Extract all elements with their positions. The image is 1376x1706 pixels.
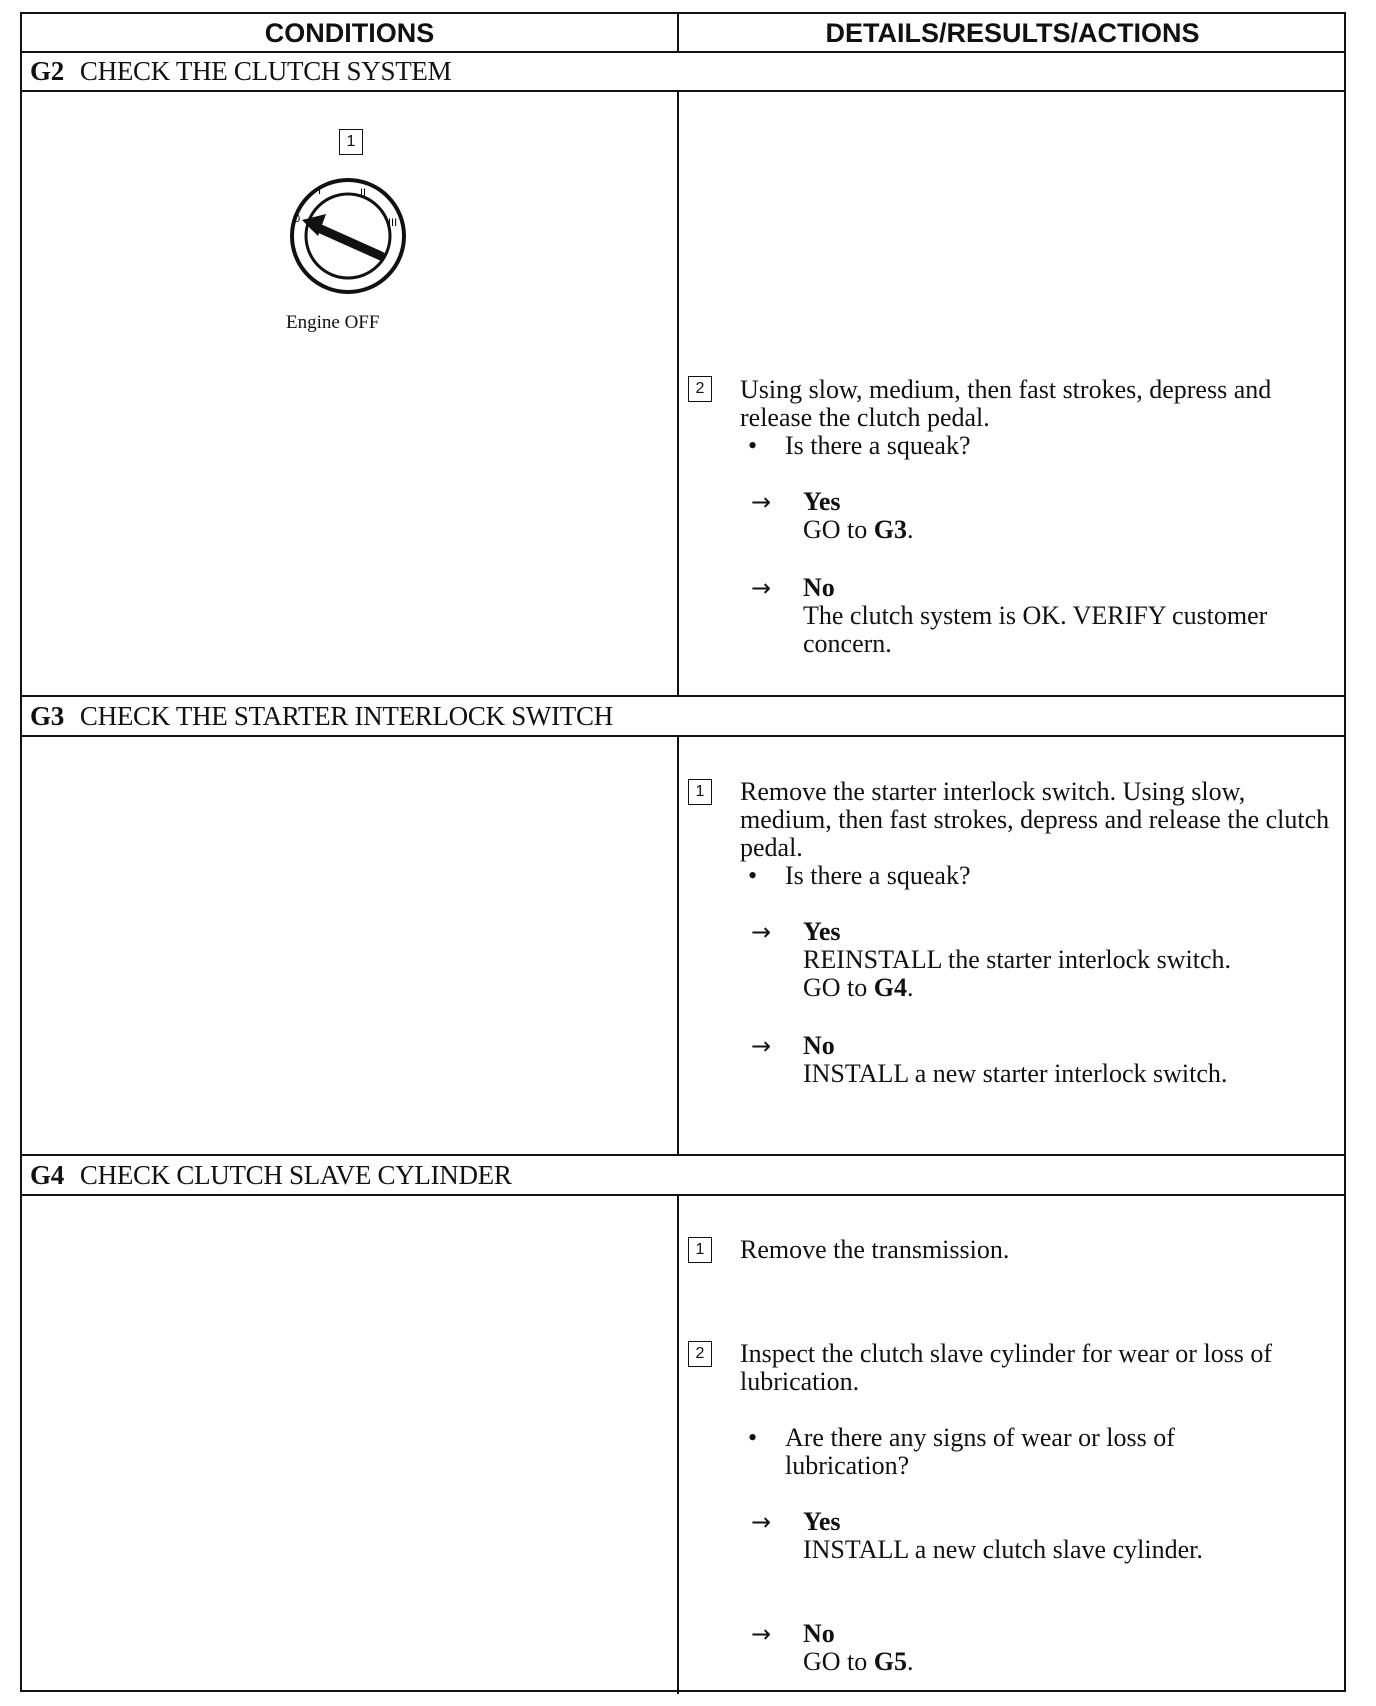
bullet: • <box>748 431 758 460</box>
step-number: 1 <box>688 1237 712 1263</box>
section-title-g2: G2 CHECK THE CLUTCH SYSTEM <box>30 56 452 86</box>
bullet: • <box>748 1423 758 1452</box>
column-divider <box>677 90 679 695</box>
answer-yes: Yes <box>803 487 841 516</box>
question: Is there a squeak? <box>785 431 971 460</box>
step-text: Remove the transmission. <box>740 1235 1010 1264</box>
result-yes: GO to G3. <box>803 515 914 544</box>
column-divider <box>677 14 679 51</box>
result-yes: REINSTALL the starter interlock switch. <box>803 945 1232 974</box>
answer-no: No <box>803 1619 835 1648</box>
arrow-icon: → <box>751 918 772 946</box>
divider <box>22 735 1344 737</box>
question: Is there a squeak? <box>785 861 971 890</box>
result-no: The clutch system is OK. VERIFY customer concern. <box>803 601 1268 658</box>
bullet: • <box>748 861 758 890</box>
header-details: DETAILS/RESULTS/ACTIONS <box>825 18 1200 48</box>
image-caption: Engine OFF <box>286 312 380 333</box>
result-no: INSTALL a new starter interlock switch. <box>803 1059 1228 1088</box>
step-text: Using slow, medium, then fast strokes, depress and release the clutch pedal. <box>740 375 1272 432</box>
arrow-icon: → <box>751 574 772 602</box>
section-title-g4: G4 CHECK CLUTCH SLAVE CYLINDER <box>30 1160 512 1190</box>
diagnostic-table <box>20 12 1346 1692</box>
column-divider <box>677 735 679 1154</box>
svg-text:I: I <box>318 185 322 197</box>
answer-no: No <box>803 1031 835 1060</box>
answer-yes: Yes <box>803 917 841 946</box>
step-number: 2 <box>688 376 712 402</box>
step-number: 1 <box>339 129 363 155</box>
svg-text:0: 0 <box>294 213 301 225</box>
step-number: 2 <box>688 1341 712 1367</box>
result-yes: INSTALL a new clutch slave cylinder. <box>803 1535 1203 1564</box>
ignition-switch-icon <box>278 166 418 306</box>
step-text: Inspect the clutch slave cylinder for wear or loss of lubrication. <box>740 1339 1273 1396</box>
step-number: 1 <box>688 779 712 805</box>
header-conditions: CONDITIONS <box>264 18 435 48</box>
step-text: Remove the starter interlock switch. Using slow, medium, then fast strokes, depress and release the clutch pedal. <box>740 777 1330 862</box>
arrow-icon: → <box>751 488 772 516</box>
arrow-icon: → <box>751 1508 772 1536</box>
section-title-g3: G3 CHECK THE STARTER INTERLOCK SWITCH <box>30 701 613 731</box>
divider <box>22 90 1344 92</box>
question: Are there any signs of wear or loss of lubrication? <box>785 1423 1175 1480</box>
result-yes-goto: GO to G4. <box>803 973 914 1002</box>
answer-no: No <box>803 573 835 602</box>
svg-text:III: III <box>388 217 398 229</box>
svg-text:II: II <box>360 187 367 199</box>
divider <box>22 1194 1344 1196</box>
column-divider <box>677 1194 679 1694</box>
result-no: GO to G5. <box>803 1647 914 1676</box>
arrow-icon: → <box>751 1620 772 1648</box>
arrow-icon: → <box>751 1032 772 1060</box>
answer-yes: Yes <box>803 1507 841 1536</box>
